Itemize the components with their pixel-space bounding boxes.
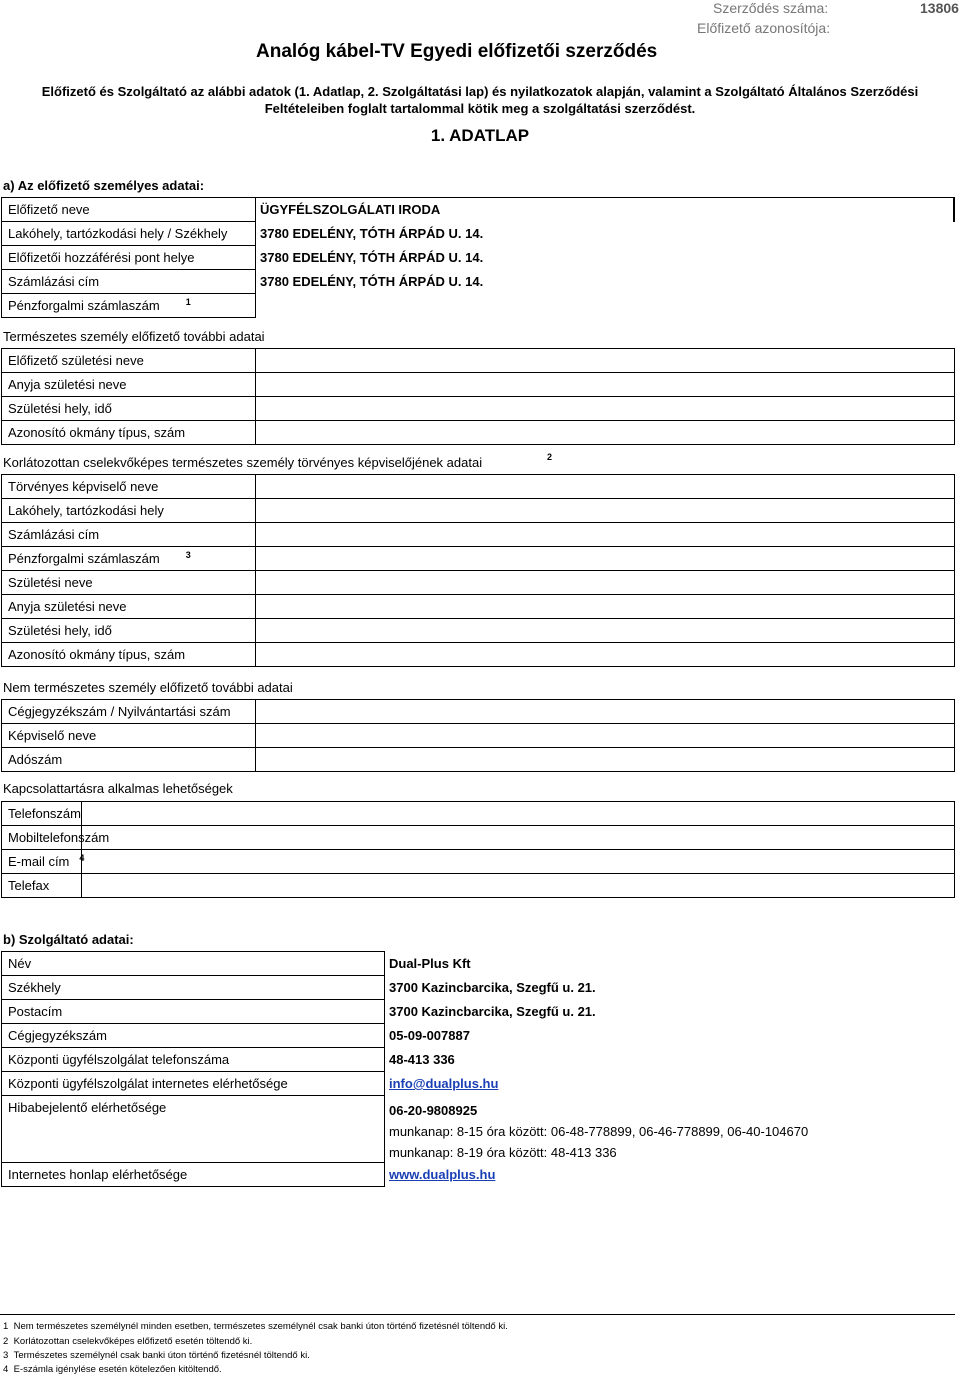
- table-row: [2, 397, 955, 421]
- field-input[interactable]: [256, 373, 955, 397]
- table-row: [2, 850, 955, 874]
- table-row: [2, 571, 955, 595]
- billing-address-value[interactable]: 3780 EDELÉNY, TÓTH ÁRPÁD U. 14.: [260, 274, 484, 289]
- border-line: [953, 197, 954, 222]
- residence-value[interactable]: 3780 EDELÉNY, TÓTH ÁRPÁD U. 14.: [260, 226, 484, 241]
- provider-registry-value: 05-09-007887: [389, 1028, 470, 1043]
- table-row: [2, 976, 955, 1000]
- table-row: [2, 802, 955, 826]
- table-row: [2, 724, 955, 748]
- table-row: [2, 475, 955, 499]
- field-label: Postacím: [2, 1000, 385, 1024]
- field-label: Képviselő neve: [2, 724, 256, 748]
- table-row: [2, 619, 955, 643]
- provider-website-cell: [385, 1163, 955, 1187]
- field-label: Anyja születési neve: [2, 373, 256, 397]
- provider-email-cell: [385, 1072, 955, 1096]
- field-label: Név: [2, 952, 385, 976]
- field-label: Központi ügyfélszolgálat internetes elérhetősége: [2, 1072, 385, 1096]
- table-row: [2, 643, 955, 667]
- footnote-ref: 3: [185, 550, 191, 560]
- table-row: [2, 1096, 955, 1163]
- field-input[interactable]: [256, 619, 955, 643]
- field-label: Pénzforgalmi számlaszám $^1$: [2, 294, 256, 318]
- field-label: Lakóhely, tartózkodási hely: [2, 499, 256, 523]
- bank-account-value[interactable]: [256, 294, 955, 318]
- field-label: Székhely: [2, 976, 385, 1000]
- field-label: Adószám: [2, 748, 256, 772]
- contact-heading: Kapcsolattartásra alkalmas lehetőségek: [3, 781, 233, 796]
- field-input[interactable]: [82, 826, 955, 850]
- table-row: [2, 1048, 955, 1072]
- field-label: Cégjegyzékszám: [2, 1024, 385, 1048]
- field-label: Lakóhely, tartózkodási hely / Székhely: [2, 222, 256, 246]
- footnote-2: 2 Korlátozottan cselekvőképes előfizető esetén töltendő ki.: [3, 1336, 253, 1347]
- field-label: Születési hely, idő: [2, 397, 256, 421]
- access-point-value[interactable]: 3780 EDELÉNY, TÓTH ÁRPÁD U. 14.: [260, 250, 484, 265]
- table-row: [2, 748, 955, 772]
- field-label: Pénzforgalmi számlaszám $^3$: [2, 547, 256, 571]
- table-row: [2, 198, 955, 222]
- footnote-ref: 4: [79, 853, 85, 863]
- legal-rep-table: [1, 474, 955, 667]
- provider-postal-value: 3700 Kazincbarcika, Szegfű u. 21.: [389, 1004, 596, 1019]
- field-input[interactable]: [256, 643, 955, 667]
- provider-seat-value: 3700 Kazincbarcika, Szegfű u. 21.: [389, 980, 596, 995]
- fault-report-value: 06-20-9808925: [389, 1102, 478, 1118]
- footnote-3: 3 Természetes személynél csak banki úton történő fizetésnél töltendő ki.: [3, 1350, 310, 1361]
- provider-phone-value: 48-413 336: [389, 1052, 455, 1067]
- field-label: Előfizetői hozzáférési pont helye: [2, 246, 256, 270]
- field-label: Törvényes képviselő neve: [2, 475, 256, 499]
- section-a-heading: a) Az előfizető személyes adatai:: [3, 178, 205, 193]
- table-row: [2, 222, 955, 246]
- table-row: [2, 595, 955, 619]
- natural-person-table: [1, 348, 955, 445]
- natural-person-heading: Természetes személy előfizető további adatai: [3, 329, 265, 344]
- table-row: [2, 1000, 955, 1024]
- field-label: Számlázási cím: [2, 270, 256, 294]
- footnote-ref: 1: [185, 297, 191, 307]
- field-input[interactable]: [256, 397, 955, 421]
- fault-report-hours-1: munkanap: 8-15 óra között: 06-48-778899, 06-46-778899, 06-40-104670: [389, 1123, 809, 1139]
- footnote-divider: [0, 1314, 955, 1315]
- table-row: [2, 826, 955, 850]
- table-row: [2, 246, 955, 270]
- field-label: Központi ügyfélszolgálat telefonszáma: [2, 1048, 385, 1072]
- field-input[interactable]: [82, 874, 955, 898]
- field-label: Születési neve: [2, 571, 256, 595]
- footnote-4: 4 E-számla igénylése esetén kötelezően kitöltendő.: [3, 1364, 222, 1375]
- non-natural-heading: Nem természetes személy előfizető további adatai: [3, 680, 293, 695]
- table-row: [2, 373, 955, 397]
- footnote-1: 1 Nem természetes személynél minden esetben, természetes személynél csak banki úton történő fizetésnél töltendő ki.: [3, 1321, 508, 1332]
- field-input[interactable]: [256, 523, 955, 547]
- contact-table: [1, 801, 955, 898]
- contract-number-label: Szerződés száma:: [713, 0, 829, 16]
- field-input[interactable]: [256, 571, 955, 595]
- sheet-title: 1. ADATLAP: [430, 126, 530, 145]
- subscriber-personal-table: [1, 197, 955, 318]
- subscriber-id-label: Előfizető azonosítója:: [697, 20, 831, 36]
- field-label: Anyja születési neve: [2, 595, 256, 619]
- intro-line-1: Előfizető és Szolgáltató az alábbi adatok (1. Adatlap, 2. Szolgáltatási lap) és nyilatkozatok alapján, valamint a Szolgáltató Általános Szerződési: [41, 84, 919, 99]
- field-input[interactable]: [256, 547, 955, 571]
- field-input[interactable]: [256, 499, 955, 523]
- table-row: [2, 270, 955, 294]
- field-label: Internetes honlap elérhetősége: [2, 1163, 385, 1187]
- table-row: [2, 1024, 955, 1048]
- field-input[interactable]: [256, 748, 955, 772]
- field-input[interactable]: [256, 700, 955, 724]
- field-input[interactable]: [256, 349, 955, 373]
- provider-table: [1, 951, 955, 1187]
- intro-line-2: Feltételeiben foglalt tartalommal kötik meg a szolgáltatási szerződést.: [264, 101, 696, 116]
- legal-rep-heading: Korlátozottan cselekvőképes természetes személy törvényes képviselőjének adatai: [3, 455, 483, 470]
- table-row: [2, 952, 955, 976]
- field-label: E-mail cím $^4$: [2, 850, 82, 874]
- field-label: Azonosító okmány típus, szám: [2, 421, 256, 445]
- field-label: Azonosító okmány típus, szám: [2, 643, 256, 667]
- contract-number-value: 13806: [920, 0, 959, 16]
- table-row: [2, 349, 955, 373]
- field-label: Előfizető születési neve: [2, 349, 256, 373]
- field-label: Cégjegyzékszám / Nyilvántartási szám: [2, 700, 256, 724]
- field-label: Születési hely, idő: [2, 619, 256, 643]
- footnote-ref: 2: [547, 452, 553, 462]
- field-input[interactable]: [256, 724, 955, 748]
- provider-name-value: Dual-Plus Kft: [389, 956, 471, 971]
- provider-email-link[interactable]: info@dualplus.hu: [389, 1076, 499, 1091]
- table-row: [2, 874, 955, 898]
- field-input[interactable]: [82, 802, 955, 826]
- document-title: Analóg kábel-TV Egyedi előfizetői szerződés: [256, 41, 658, 62]
- subscriber-name-value[interactable]: ÜGYFÉLSZOLGÁLATI IRODA: [256, 198, 955, 222]
- field-label: Mobiltelefonszám: [2, 826, 82, 850]
- table-row: [2, 294, 955, 318]
- field-label: Előfizető neve: [2, 198, 256, 222]
- table-row: [2, 499, 955, 523]
- table-row: [2, 1072, 955, 1096]
- field-input[interactable]: [256, 421, 955, 445]
- field-label: Telefonszám: [2, 802, 82, 826]
- table-row: [2, 421, 955, 445]
- field-input[interactable]: [256, 595, 955, 619]
- provider-website-link[interactable]: www.dualplus.hu: [389, 1167, 496, 1182]
- field-input[interactable]: [82, 850, 955, 874]
- table-row: [2, 1163, 955, 1187]
- fault-report-hours-2: munkanap: 8-19 óra között: 48-413 336: [389, 1144, 617, 1160]
- field-label: Számlázási cím: [2, 523, 256, 547]
- table-row: [2, 547, 955, 571]
- fault-report-cell: [385, 1096, 955, 1163]
- non-natural-table: [1, 699, 955, 772]
- table-row: [2, 700, 955, 724]
- field-input[interactable]: [256, 475, 955, 499]
- table-row: [2, 523, 955, 547]
- section-b-heading: b) Szolgáltató adatai:: [3, 932, 134, 947]
- field-label: Hibabejelentő elérhetősége: [2, 1096, 385, 1163]
- field-label: Telefax: [2, 874, 82, 898]
